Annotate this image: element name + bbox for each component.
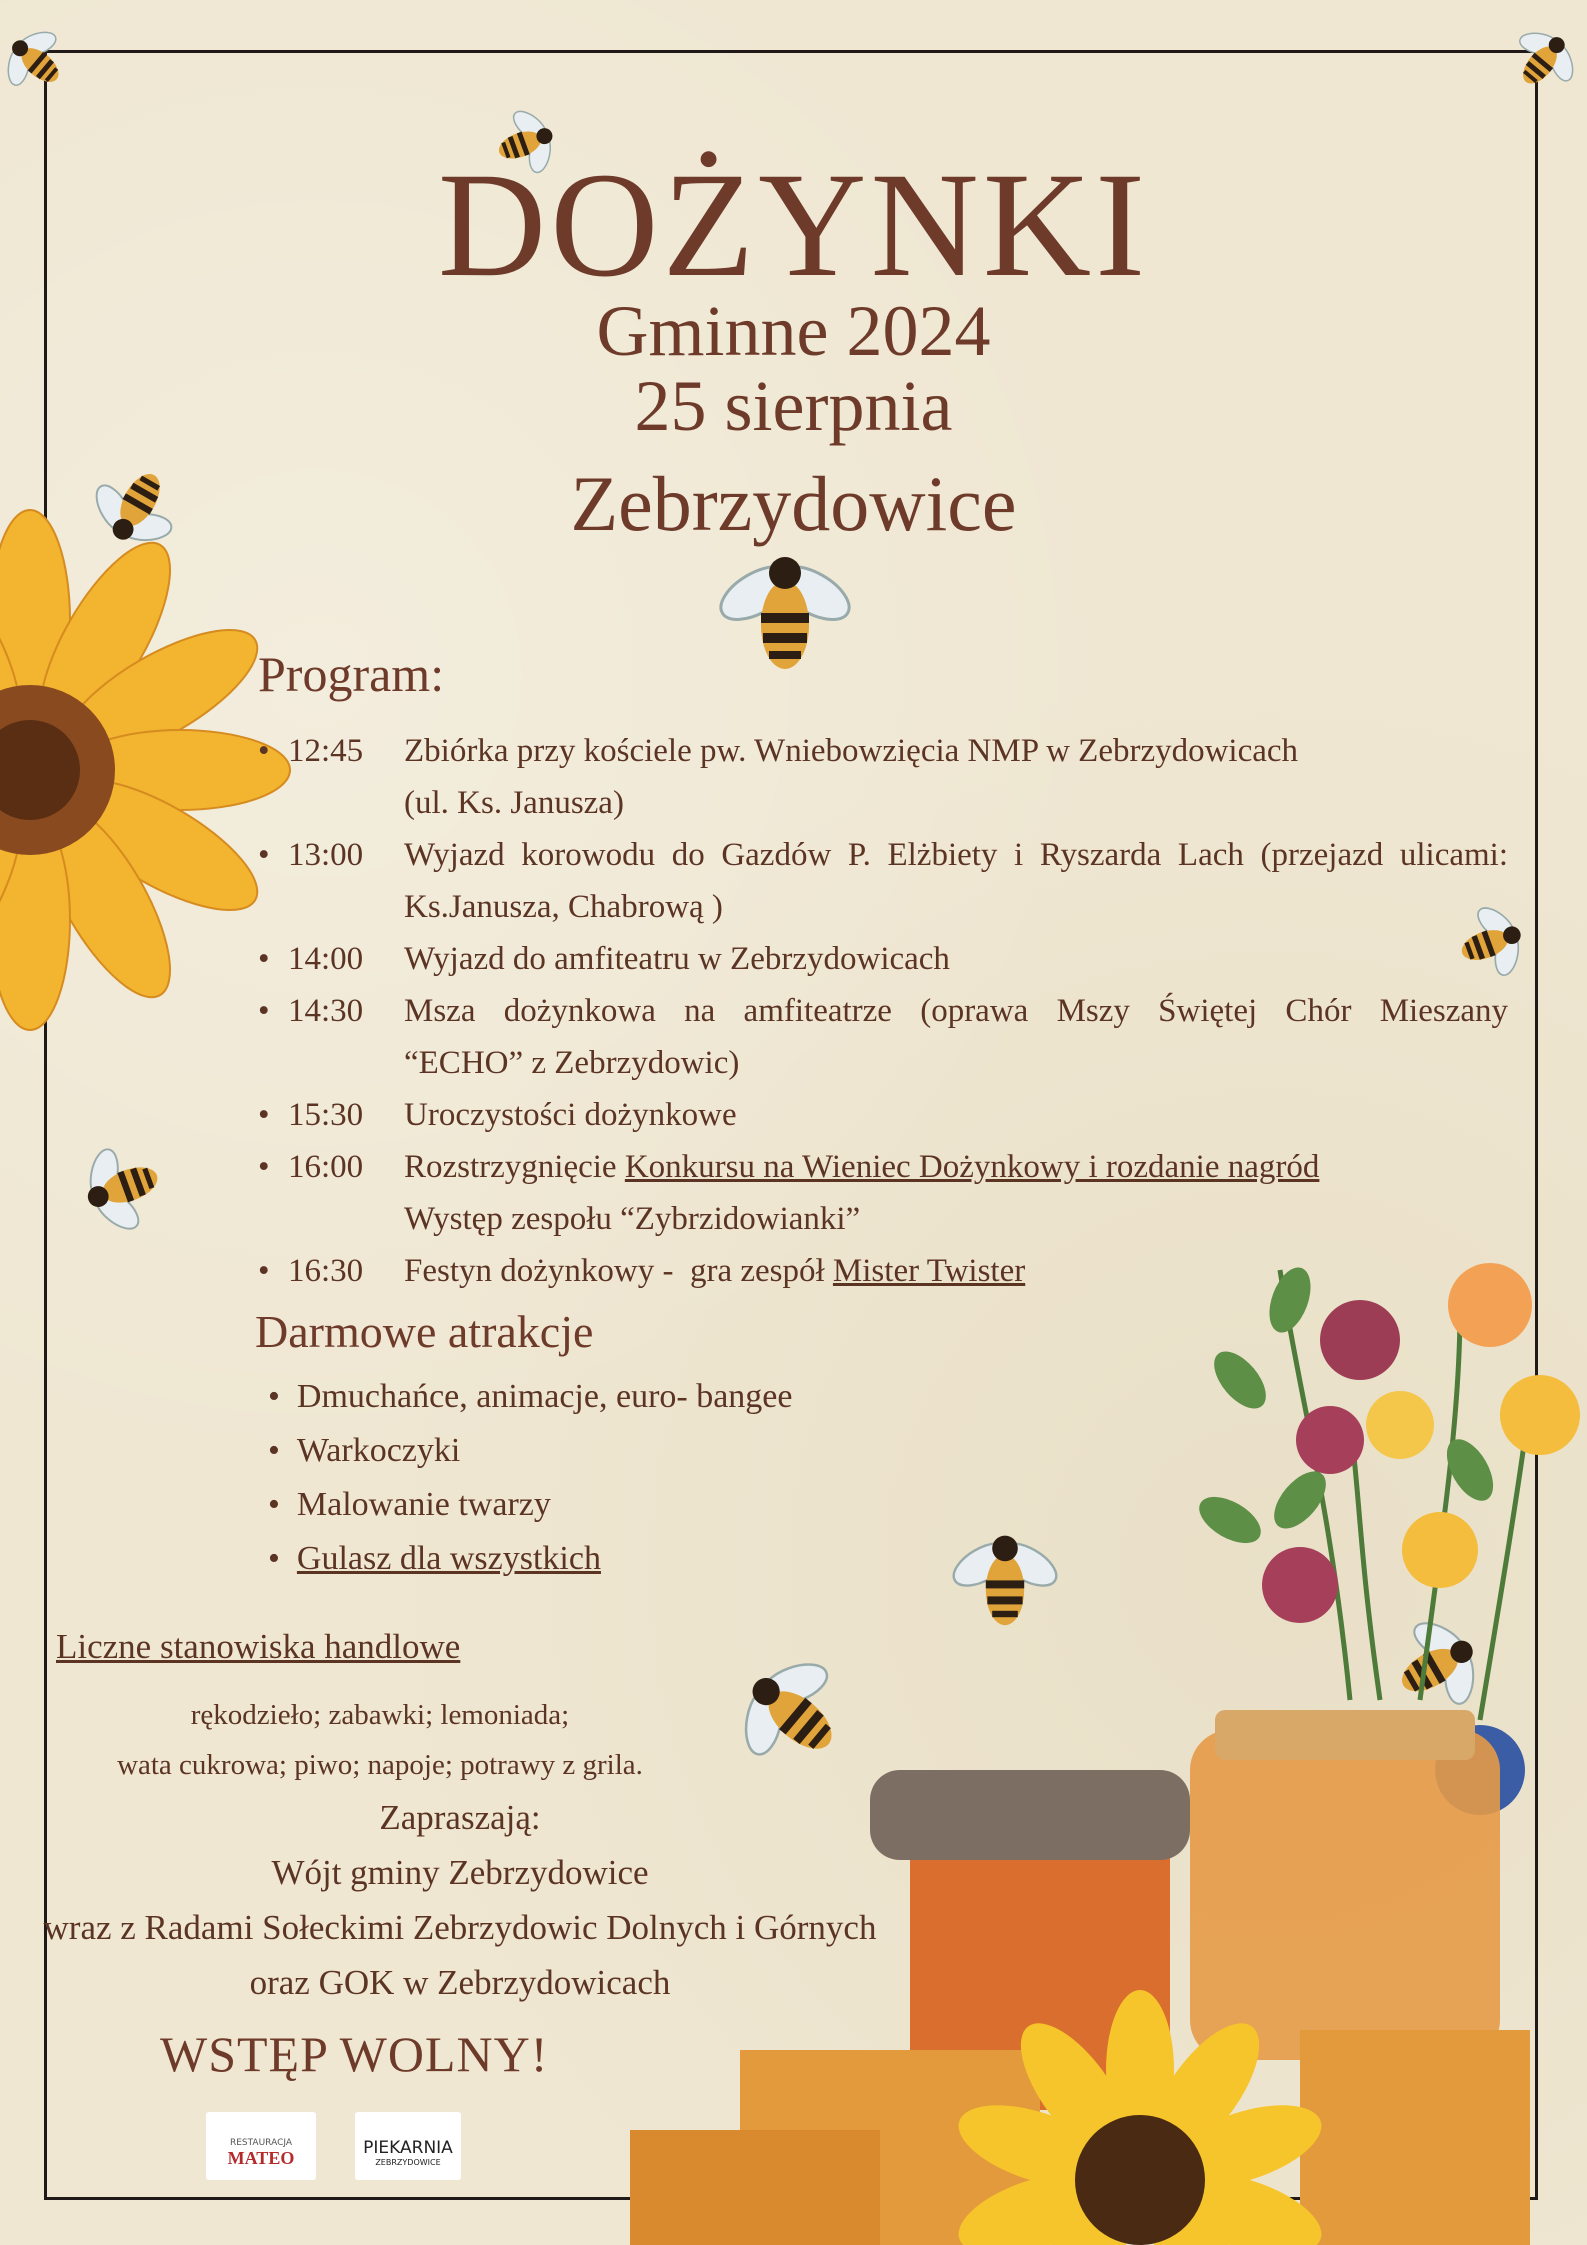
stands-heading[interactable]: Liczne stanowiska handlowe xyxy=(56,1627,461,1666)
program-time: 14:30 xyxy=(288,993,364,1029)
event-date: 25 sierpnia xyxy=(634,366,953,446)
list-item: • 16:00 Rozstrzygnięcie Konkursu na Wieniec Dożynkowy i rozdanie nagród Występ zespołu “Zybrzidowianki” xyxy=(258,1141,1508,1245)
program-time: 14:00 xyxy=(288,941,364,977)
sunflower-icon xyxy=(0,510,290,1030)
free-entry: WSTĘP WOLNY! xyxy=(160,2026,549,2082)
piekarnia-logo: PIEKARNIA ZEBRZYDOWICE xyxy=(355,2112,461,2180)
goulash-link[interactable]: Gulasz dla wszystkich xyxy=(296,1540,601,1577)
list-item: • 13:00 Wyjazd korowodu do Gazdów P. Elżbiety i Ryszarda Lach (przejazd ulicami: Ks.Janusza, Chabrową ) xyxy=(258,829,1508,933)
stands-list: rękodzieło; zabawki; lemoniada; wata cukrowa; piwo; napoje; potrawy z grila. xyxy=(117,1699,643,1781)
attractions-list xyxy=(268,1370,792,1586)
page-title: DOŻYNKI xyxy=(437,142,1150,308)
list-item: • 15:30 Uroczystości dożynkowe xyxy=(258,1089,1508,1141)
bee-icon xyxy=(72,1131,174,1245)
bee-icon xyxy=(1498,15,1587,105)
list-item: • Warkoczyki xyxy=(268,1432,461,1469)
bee-icon xyxy=(947,1535,1063,1626)
program-heading: Program: xyxy=(258,646,445,702)
mateo-logo: RESTAURACJA MATEO xyxy=(206,2112,316,2180)
subtitle: Gminne 2024 xyxy=(596,291,991,371)
bee-icon xyxy=(712,556,857,669)
list-item: • 14:00 Wyjazd do amfiteatru w Zebrzydowicach xyxy=(258,933,1508,985)
invite-block: Zapraszają: Wójt gminy Zebrzydowice wraz z Radami Sołeckimi Zebrzydowic Dolnych i Górnych oraz GOK w Zebrzydowicach xyxy=(30,1790,890,2010)
bee-icon xyxy=(715,1635,868,1792)
program-time: 12:45 xyxy=(288,733,364,769)
program-list xyxy=(258,725,1508,1297)
event-place: Zebrzydowice xyxy=(570,460,1017,547)
list-item: • 16:30 Festyn dożynkowy - gra zespół Mister Twister xyxy=(258,1245,1508,1297)
program-time: 15:30 xyxy=(288,1097,364,1133)
list-item: • 14:30 Msza dożynkowa na amfiteatrze (oprawa Mszy Świętej Chór Mieszany “ECHO” z Zebrzydowic) xyxy=(258,985,1508,1089)
attractions-heading: Darmowe atrakcje xyxy=(255,1306,594,1357)
band-link[interactable]: Mister Twister xyxy=(832,1253,1026,1289)
list-item: • Dmuchańce, animacje, euro- bangee xyxy=(268,1378,793,1415)
invite-heading: Zapraszają: xyxy=(379,1798,541,1837)
program-time: 13:00 xyxy=(288,837,364,873)
contest-link[interactable]: Konkursu na Wieniec Dożynkowy i rozdanie nagród xyxy=(624,1149,1320,1185)
bee-icon xyxy=(0,15,80,107)
list-item: • 12:45 Zbiórka przy kościele pw. Wniebowzięcia NMP w Zebrzydowicach (ul. Ks. Janusza) xyxy=(258,725,1508,829)
list-item: • Malowanie twarzy xyxy=(268,1486,551,1523)
list-item: • Gulasz dla wszystkich xyxy=(268,1540,601,1577)
program-time: 16:30 xyxy=(288,1253,364,1289)
program-time: 16:00 xyxy=(288,1149,364,1185)
